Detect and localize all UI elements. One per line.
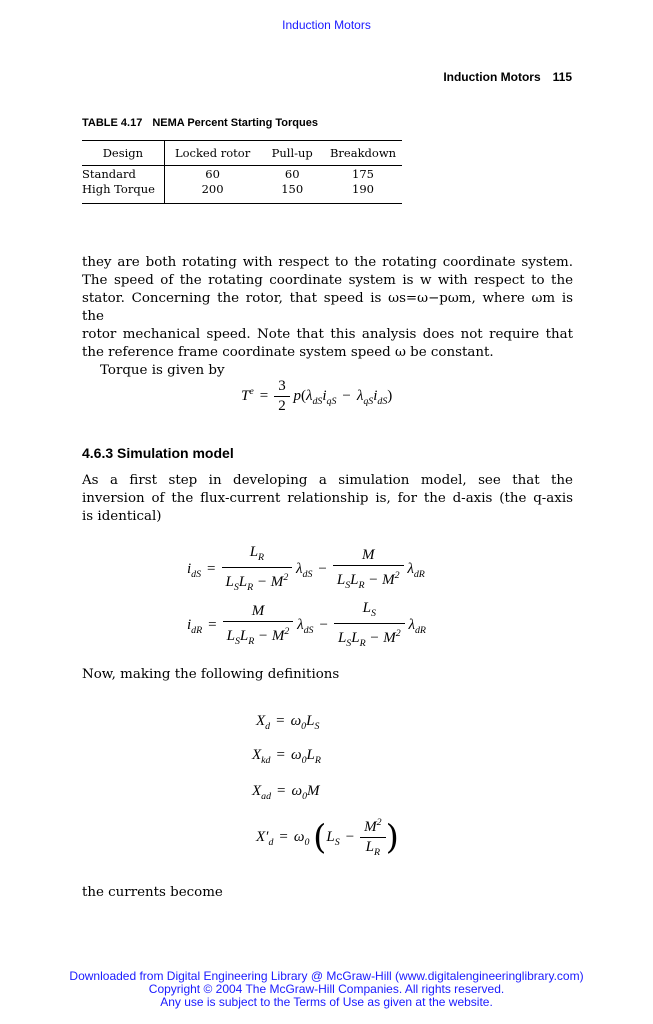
column-header-design: Design [82, 141, 164, 166]
page-number: 115 [552, 70, 572, 84]
nema-starting-torques-table [82, 140, 402, 204]
definition-xd-prime: $X'_d = \omega_0$ ($L_S$ − $\frac{M^2}{L_R}$ ) [256, 814, 399, 861]
definition-xad: $X_{ad} = \omega_0M$ [252, 783, 320, 802]
chapter-link[interactable]: Induction Motors [282, 18, 371, 32]
text-line: rotor mechanical speed. Note that this analysis does not require that [82, 327, 573, 342]
table-cell: Standard [82, 166, 164, 182]
footer-download-link[interactable]: Downloaded from Digital Engineering Library @ McGraw-Hill (www.digitalengineeringlibrary.com) [69, 969, 584, 983]
running-head-title: Induction Motors [443, 70, 541, 84]
table-cell: 190 [324, 181, 402, 204]
text-line: stator. Concerning the rotor, that speed is ωs=ω−pωm, where ωm is the [82, 291, 573, 324]
table-cell: 175 [352, 167, 374, 181]
table-label: TABLE 4.17 [82, 117, 143, 129]
equation-idr: $i_{dR}$ = $\frac{M}{L_SL_R - M^2}$ $\lambda_{dS}$ − $\frac{L_S}{L_SL_R - M^2}$ $\lambda_{dR}$ [187, 600, 426, 649]
running-head [443, 70, 572, 84]
table-caption [82, 117, 318, 129]
equation-ids: $i_{dS}$ = $\frac{L_R}{L_SL_R - M^2}$ $\lambda_{dS}$ − $\frac{M}{L_SL_R - M^2}$ $\lambda_{dR}$ [187, 544, 425, 593]
text-line: the currents become [82, 885, 223, 900]
text-line: Now, making the following definitions [82, 667, 340, 682]
column-header-locked-rotor: Locked rotor [164, 141, 260, 166]
table-cell: 60 [205, 167, 220, 181]
text-line: As a first step in developing a simulation model, see that the [82, 473, 573, 488]
text-line: they are both rotating with respect to the rotating coordinate system. [82, 255, 573, 270]
text-line: The speed of the rotating coordinate system is w with respect to the [82, 273, 573, 288]
table-cell: High Torque [82, 181, 164, 204]
table-row [82, 181, 402, 204]
definition-xkd: $X_{kd} = \omega_0L_R$ [252, 747, 321, 766]
torque-intro: Torque is given by [100, 363, 225, 378]
torque-equation: $T^e$ = $\frac{3}{2}$ $p(\lambda_{dS}i_{qS} - \lambda_{qS}i_{dS})$ [241, 378, 393, 414]
table-title: NEMA Percent Starting Torques [152, 117, 318, 129]
text-line: inversion of the flux-current relationship is, for the d-axis (the q-axis [82, 491, 573, 506]
table-cell: 200 [164, 181, 260, 204]
table-cell: 150 [260, 181, 324, 204]
text-line: is identical) [82, 509, 162, 524]
paragraph-definitions-intro [82, 666, 573, 684]
section-heading: 4.6.3 Simulation model [82, 445, 234, 461]
paragraph-currents-become [82, 884, 573, 902]
text-line: the reference frame coordinate system speed ω be constant. [82, 345, 494, 360]
column-header-breakdown: Breakdown [324, 141, 402, 166]
column-header-pull-up: Pull-up [260, 141, 324, 166]
definition-xd: $X_d = \omega_0L_S$ [256, 713, 320, 732]
footer-terms-link[interactable]: Any use is subject to the Terms of Use as given at the website. [160, 995, 493, 1009]
table-cell: 60 [284, 167, 300, 181]
table-row [82, 166, 402, 182]
paragraph-rotating-frame [82, 254, 573, 380]
paragraph-inversion [82, 472, 573, 526]
download-footer [0, 970, 653, 1009]
footer-copyright: Copyright © 2004 The McGraw-Hill Companies. All rights reserved. [148, 982, 505, 996]
table-header-row [82, 141, 402, 166]
